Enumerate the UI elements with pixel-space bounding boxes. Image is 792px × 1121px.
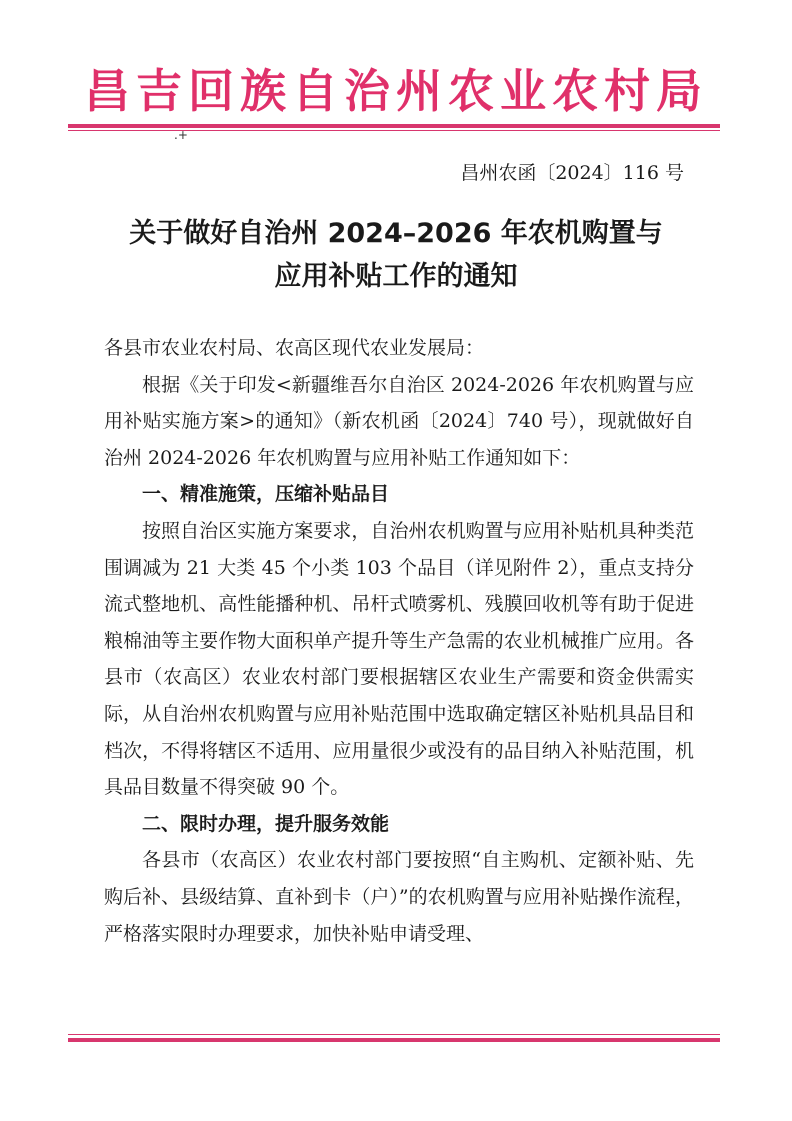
title-line-1: 关于做好自治州 2024–2026 年农机购置与 bbox=[129, 218, 663, 249]
document-title bbox=[90, 212, 702, 298]
document-number: 昌州农函〔2024〕116 号 bbox=[460, 162, 684, 184]
section-2-paragraph: 各县市（农高区）农业农村部门要按照“自主购机、定额补贴、先购后补、县级结算、直补到卡（户）”的农机购置与应用补贴操作流程，严格落实限时办理要求，加快补贴申请受理、 bbox=[104, 849, 694, 945]
title-line-2: 应用补贴工作的通知 bbox=[274, 261, 518, 292]
document-body bbox=[104, 330, 694, 952]
intro-paragraph: 根据《关于印发<新疆维吾尔自治区 2024-2026 年农机购置与应用补贴实施方案>的通知》（新农机函〔2024〕740 号），现就做好自治州 2024-2026 年农机购置与应用补贴工作通知如下： bbox=[104, 373, 694, 469]
section-2-heading: 二、限时办理，提升服务效能 bbox=[142, 812, 390, 835]
section-1-paragraph: 按照自治区实施方案要求，自治州农机购置与应用补贴机具种类范围调减为 21 大类 45 个小类 103 个品目（详见附件 2），重点支持分流式整地机、高性能播种机、吊杆式喷雾机、残膜回收机等有助于促进粮棉油等主要作物大面积单产提升等生产急需的农业机械推广应用。各县市（农高区）农业农村部门要根据辖区农业生产需要和资金供需实际，从自治州农机购置与应用补贴范围中选取确定辖区补贴机具品目和档次，不得将辖区不适用、应用量很少或没有的品目纳入补贴范围，机具品目数量不得突破 90 个。 bbox=[104, 519, 694, 799]
salutation: 各县市农业农村局、农高区现代农业发展局： bbox=[104, 337, 485, 359]
footer-rule-thin bbox=[68, 1034, 720, 1035]
header-rule-thick bbox=[68, 124, 720, 128]
stray-mark: .+ bbox=[174, 128, 188, 142]
org-header-title: 昌吉回族自治州农业农村局 bbox=[84, 64, 708, 118]
footer-rule-thick bbox=[68, 1038, 720, 1042]
section-1-heading: 一、精准施策，压缩补贴品目 bbox=[142, 483, 390, 506]
header-rule-thin bbox=[68, 130, 720, 131]
